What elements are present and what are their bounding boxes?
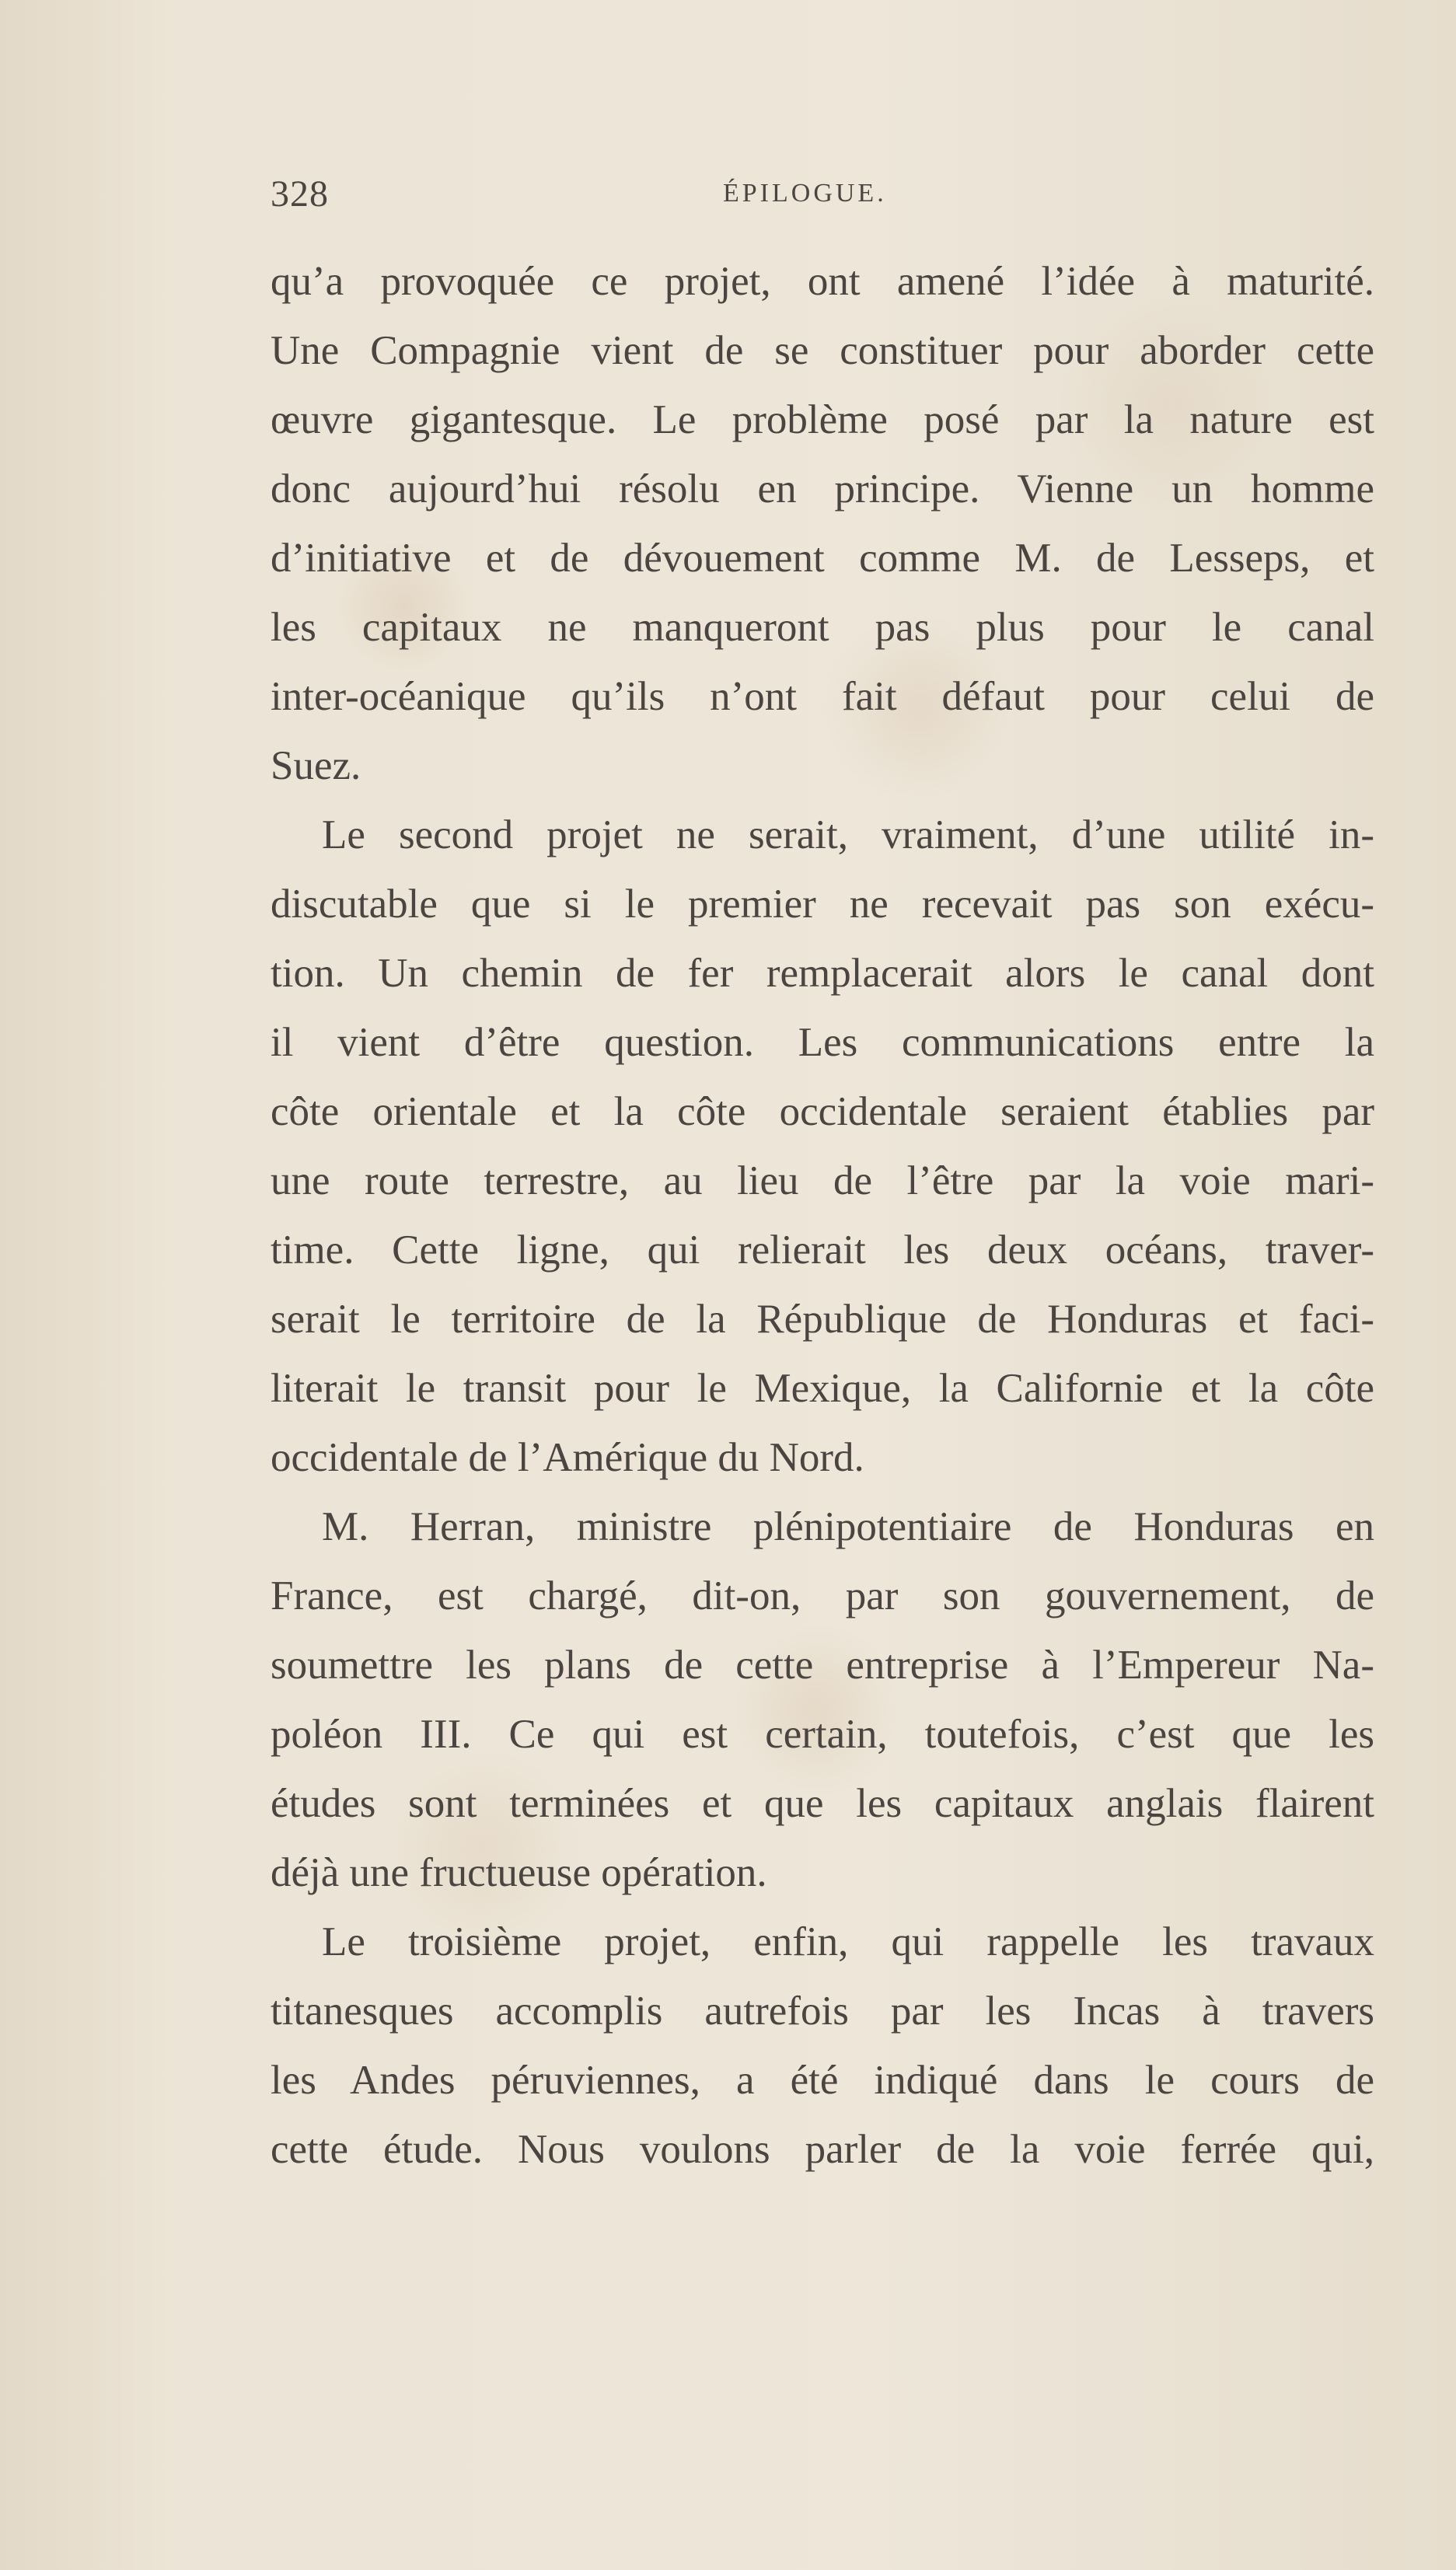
text-line: côte orientale et la côte occidentale seraient établies par [271, 1089, 1374, 1134]
page-number: 328 [271, 173, 329, 215]
text-line: literait le transit pour le Mexique, la Californie et la côte [271, 1366, 1374, 1411]
text-line: études sont terminées et que les capitaux anglais flairent [271, 1781, 1374, 1826]
text-line: déjà une fructueuse opération. [271, 1850, 767, 1895]
text-line: tion. Un chemin de fer remplacerait alors le canal dont [271, 951, 1374, 996]
running-title: ÉPILOGUE. [723, 179, 887, 208]
text-line: occidentale de l’Amérique du Nord. [271, 1435, 864, 1480]
text-line: titanesques accomplis autrefois par les Incas à travers [271, 1989, 1374, 2034]
running-head [271, 173, 1374, 219]
text-line: inter-océanique qu’ils n’ont fait défaut pour celui de [271, 674, 1374, 719]
text-line: soumettre les plans de cette entreprise à l’Empereur Na- [271, 1643, 1374, 1688]
text-line: Le second projet ne serait, vraiment, d’une utilité in- [322, 812, 1374, 857]
text-line: cette étude. Nous voulons parler de la voie ferrée qui, [271, 2127, 1374, 2172]
text-line: discutable que si le premier ne recevait pas son exécu- [271, 882, 1374, 927]
text-line: time. Cette ligne, qui relierait les deux océans, traver- [271, 1227, 1374, 1273]
text-line: d’initiative et de dévouement comme M. de Lesseps, et [271, 536, 1374, 581]
text-line: Suez. [271, 743, 361, 788]
text-line: Le troisième projet, enfin, qui rappelle les travaux [322, 1919, 1374, 1964]
body-text [271, 247, 1374, 2184]
text-line: œuvre gigantesque. Le problème posé par la nature est [271, 397, 1374, 442]
text-line: qu’a provoquée ce projet, ont amené l’idée à maturité. [271, 259, 1374, 304]
text-line: les capitaux ne manqueront pas plus pour le canal [271, 605, 1374, 650]
text-line: donc aujourd’hui résolu en principe. Vienne un homme [271, 466, 1374, 512]
text-line: il vient d’être question. Les communications entre la [271, 1020, 1374, 1065]
text-line: une route terrestre, au lieu de l’être par la voie mari- [271, 1158, 1374, 1203]
text-line: serait le territoire de la République de Honduras et faci- [271, 1297, 1374, 1342]
text-line: M. Herran, ministre plénipotentiaire de Honduras en [322, 1504, 1374, 1549]
text-line: Une Compagnie vient de se constituer pour aborder cette [271, 328, 1374, 373]
text-line: poléon III. Ce qui est certain, toutefois, c’est que les [271, 1712, 1374, 1757]
text-line: France, est chargé, dit-on, par son gouvernement, de [271, 1573, 1374, 1618]
text-line: les Andes péruviennes, a été indiqué dans le cours de [271, 2058, 1374, 2103]
